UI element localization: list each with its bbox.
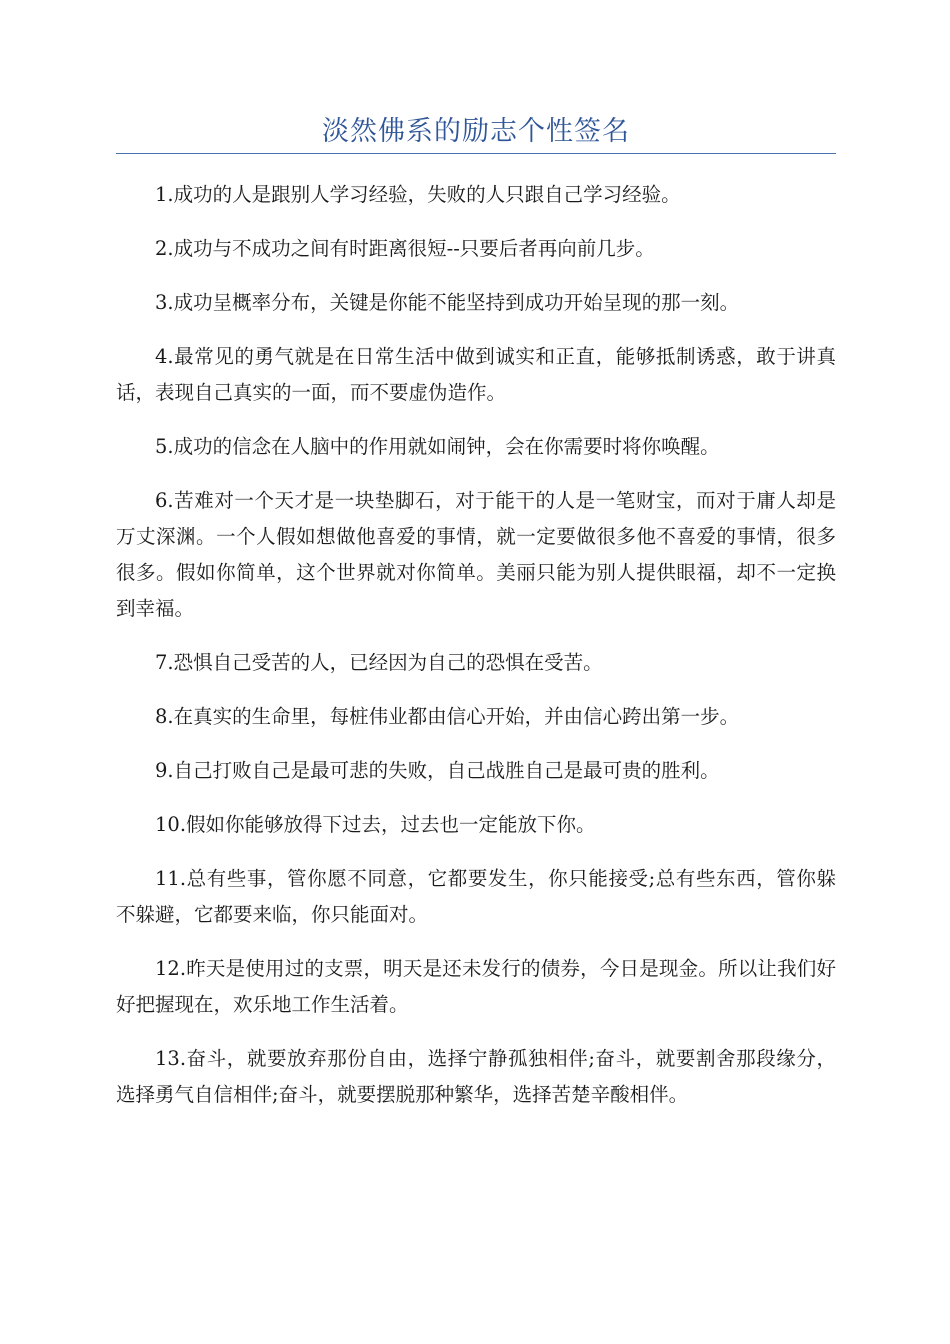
paragraph-8: 8.在真实的生命里，每桩伟业都由信心开始，并由信心跨出第一步。	[155, 705, 740, 728]
paragraph-13: 13.奋斗，就要放弃那份自由，选择宁静孤独相伴;奋斗，就要割舍那段缘分，选择勇气自信相伴;奋斗，就要摆脱那种繁华，选择苦楚辛酸相伴。	[116, 1047, 836, 1106]
paragraph-11: 11.总有些事，管你愿不同意，它都要发生，你只能接受;总有些东西，管你躲不躲避，它都要来临，你只能面对。	[116, 867, 836, 926]
document-body	[116, 177, 836, 1131]
paragraph-1: 1.成功的人是跟别人学习经验，失败的人只跟自己学习经验。	[155, 183, 681, 206]
paragraph-6: 6.苦难对一个天才是一块垫脚石，对于能干的人是一笔财宝，而对于庸人却是万丈深渊。一个人假如想做他喜爱的事情，就一定要做很多他不喜爱的事情，很多很多。假如你简单，这个世界就对你简单。美丽只能为别人提供眼福，却不一定换到幸福。	[116, 489, 836, 620]
paragraph-12: 12.昨天是使用过的支票，明天是还未发行的债券，今日是现金。所以让我们好好把握现在，欢乐地工作生活着。	[116, 957, 836, 1016]
paragraph-9: 9.自己打败自己是最可悲的失败，自己战胜自己是最可贵的胜利。	[155, 759, 720, 782]
paragraph-2: 2.成功与不成功之间有时距离很短--只要后者再向前几步。	[155, 237, 655, 260]
paragraph-7: 7.恐惧自己受苦的人，已经因为自己的恐惧在受苦。	[155, 651, 603, 674]
paragraph-3: 3.成功呈概率分布，关键是你能不能坚持到成功开始呈现的那一刻。	[155, 291, 740, 314]
paragraph-4: 4.最常见的勇气就是在日常生活中做到诚实和正直，能够抵制诱惑，敢于讲真话，表现自己真实的一面，而不要虚伪造作。	[116, 345, 836, 404]
document-title: 淡然佛系的励志个性签名	[322, 116, 630, 147]
paragraph-5: 5.成功的信念在人脑中的作用就如闹钟，会在你需要时将你唤醒。	[155, 435, 720, 458]
paragraph-10: 10.假如你能够放得下过去，过去也一定能放下你。	[155, 813, 596, 836]
title-underline	[116, 153, 836, 154]
